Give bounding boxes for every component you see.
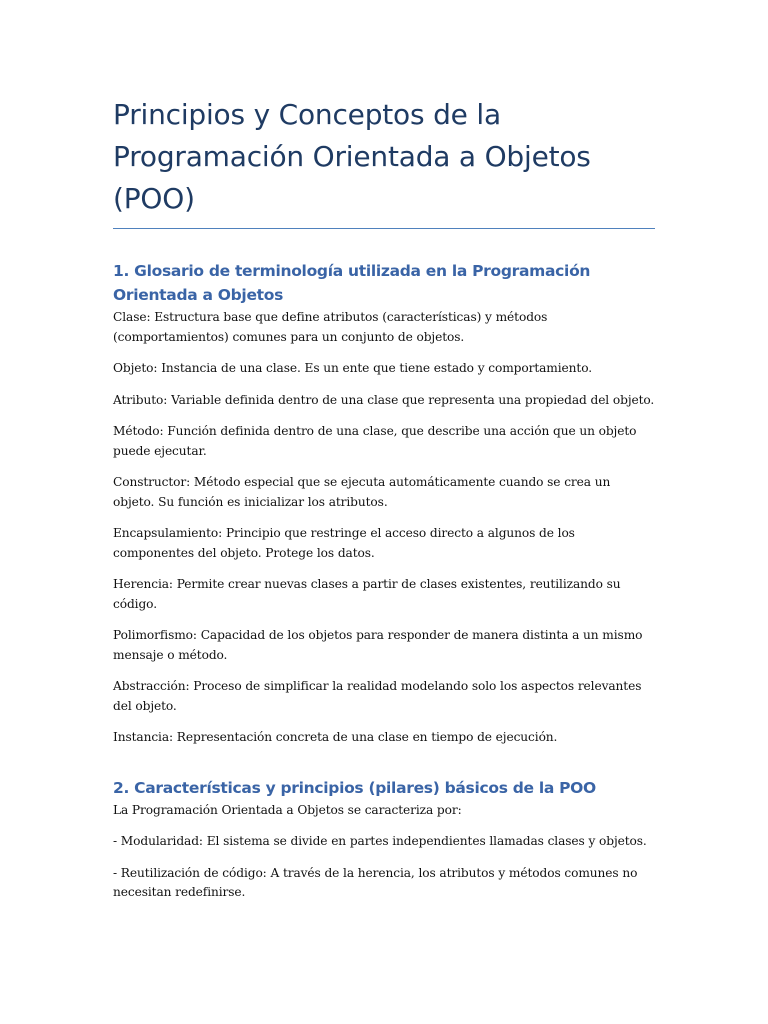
- principles-intro: La Programación Orientada a Objetos se caracteriza por:: [113, 802, 462, 817]
- glossary-entry-encapsulamiento: Encapsulamiento: Principio que restringe el acceso directo a algunos de los componentes del objeto. Protege los datos.: [113, 526, 575, 560]
- glossary-entry-objeto: Objeto: Instancia de una clase. Es un ente que tiene estado y comportamiento.: [113, 361, 593, 375]
- glossary-entry-atributo: Atributo: Variable definida dentro de una clase que representa una propiedad del objeto.: [113, 392, 655, 407]
- section-heading-principles: 2. Características y principios (pilares) básicos de la POO: [113, 778, 596, 797]
- principle-modularidad: - Modularidad: El sistema se divide en partes independientes llamadas clases y objetos.: [113, 834, 647, 848]
- document-title: Principios y Conceptos de la Programación Orientada a Objetos (POO): [113, 94, 655, 229]
- section-heading-glossary: 1. Glosario de terminología utilizada en la Programación Orientada a Objetos: [113, 262, 591, 304]
- document-page: [113, 94, 655, 915]
- principle-reutilizacion: - Reutilización de código: A través de la herencia, los atributos y métodos comunes no necesitan redefinirse.: [113, 865, 638, 899]
- glossary-entry-clase: Clase: Estructura base que define atributos (características) y métodos (comportamientos) comunes para un conjunto de objetos.: [113, 310, 548, 344]
- glossary-entry-polimorfismo: Polimorfismo: Capacidad de los objetos para responder de manera distinta a un mismo mensaje o método.: [113, 628, 643, 662]
- glossary-entry-herencia: Herencia: Permite crear nuevas clases a partir de clases existentes, reutilizando su código.: [113, 577, 621, 611]
- glossary-entry-constructor: Constructor: Método especial que se ejecuta automáticamente cuando se crea un objeto. Su función es inicializar los atributos.: [113, 475, 611, 509]
- glossary-entry-instancia: Instancia: Representación concreta de una clase en tiempo de ejecución.: [113, 730, 558, 744]
- glossary-entry-metodo: Método: Función definida dentro de una clase, que describe una acción que un objeto puede ejecutar.: [113, 424, 637, 458]
- glossary-entry-abstraccion: Abstracción: Proceso de simplificar la realidad modelando solo los aspectos relevantes del objeto.: [113, 679, 642, 713]
